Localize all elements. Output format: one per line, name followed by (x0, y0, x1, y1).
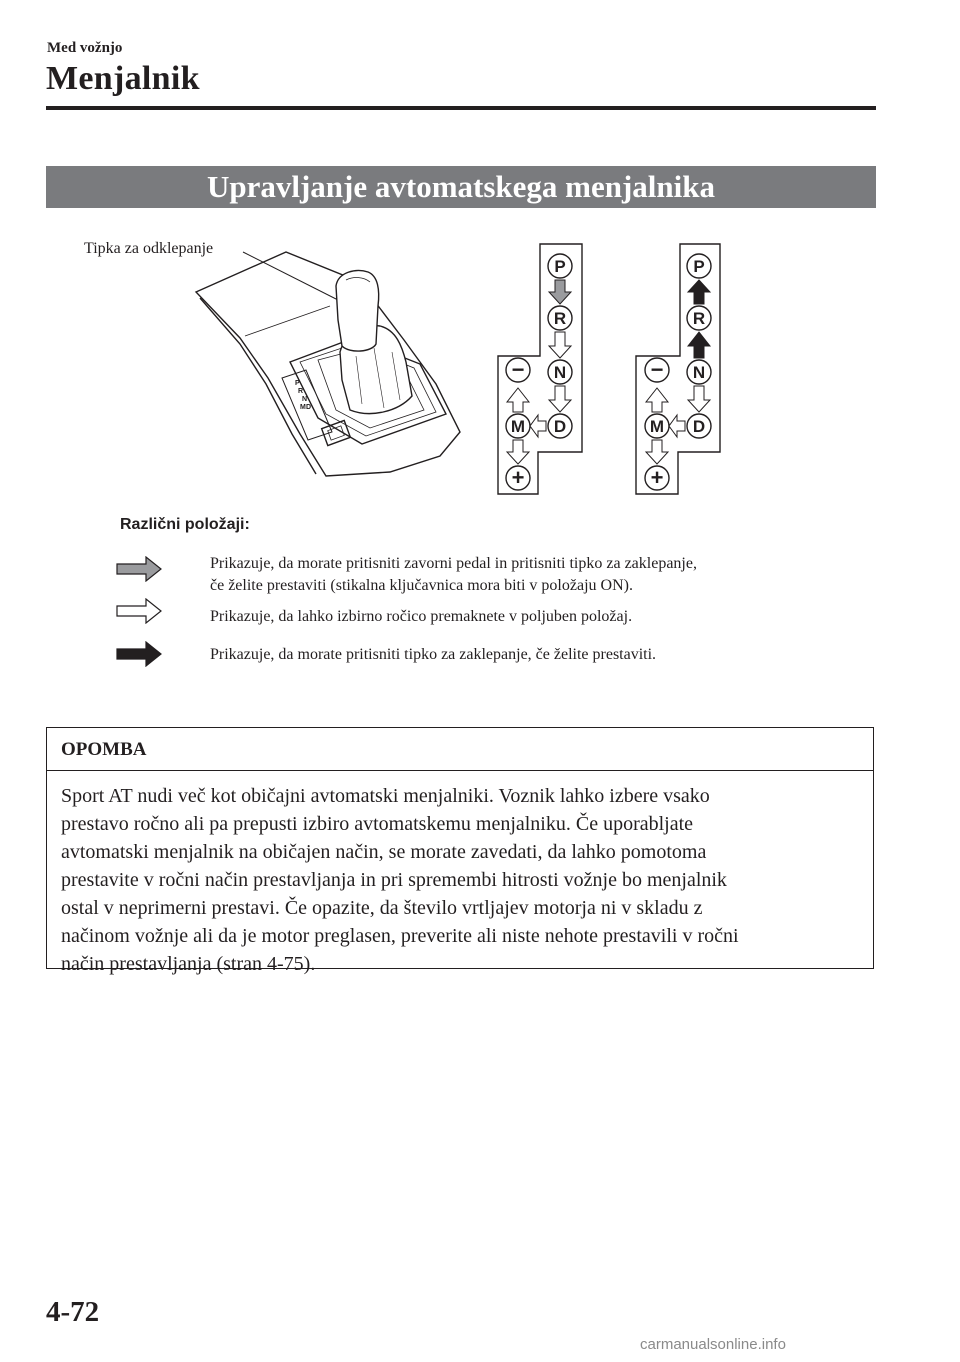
outline-arrow-icon (669, 415, 685, 437)
gate-letter-m: M (510, 417, 526, 436)
legend-heading: Različni položaji: (120, 516, 250, 533)
black-arrow-icon (116, 641, 162, 667)
gate-letter-m: M (649, 417, 665, 436)
gate-letter-n: N (692, 363, 706, 382)
note-line-4: prestavite v ročni način prestavljanja in pri spremembi hitrosti vožnje bo menjalnik (61, 869, 727, 891)
minus-icon: − (511, 357, 525, 382)
outline-arrow-icon (507, 388, 529, 412)
gate-letter-d: D (692, 417, 706, 436)
note-body (61, 782, 859, 978)
outline-arrow-icon (549, 386, 571, 412)
console-letter-d: D (306, 404, 312, 411)
shift-gate-diagram-1 (498, 244, 582, 494)
gate-letter-d: D (553, 417, 567, 436)
note-box (46, 727, 874, 975)
outline-arrow-icon (507, 440, 529, 464)
legend-item-1-line-1: Prikazuje, da morate pritisniti zavorni pedal in pritisniti tipko za zaklepanje, (210, 555, 697, 572)
legend-item-2-line-1: Prikazuje, da lahko izbirno ročico premaknete v poljuben položaj. (210, 608, 633, 625)
shift-console-illustration (196, 252, 460, 476)
unlock-button-callout: Tipka za odklepanje (84, 240, 214, 257)
plus-icon: + (650, 465, 664, 490)
callout-leader-line (243, 252, 342, 302)
shift-gate-diagram-2 (636, 244, 720, 494)
note-line-7: način prestavljanja (stran 4-75). (61, 953, 316, 975)
console-position-letters (295, 380, 311, 411)
note-line-6: načinom vožnje ali da je motor preglasen, preverite ali niste nehote prestavili v ročni (61, 925, 739, 947)
console-letter-m: M (300, 404, 306, 411)
console-letter-r: R (298, 388, 304, 395)
note-line-3: avtomatski menjalnik na običajen način, se morate zavedati, da lahko pomotoma (61, 841, 707, 863)
note-line-1: Sport AT nudi več kot običajni avtomatski menjalniki. Voznik lahko izbere vsako (61, 785, 710, 807)
gate-letter-p: P (554, 257, 566, 276)
page-title: Menjalnik (46, 60, 200, 97)
gate-letter-p: P (693, 257, 705, 276)
legend-item-1-line-2: če želite prestaviti (stikalna ključavnica mora biti v položaju ON). (210, 577, 633, 594)
gate-letter-n: N (553, 363, 567, 382)
black-arrow-icon (688, 280, 710, 304)
legend-item-2-text (210, 606, 850, 628)
gray-arrow-icon (116, 556, 162, 582)
outline-arrow-icon (549, 332, 571, 358)
gate-letter-r: R (553, 309, 567, 328)
legend-item-3-text (210, 644, 850, 666)
section-label: Med vožnjo (47, 40, 123, 56)
minus-icon: − (650, 357, 664, 382)
plus-icon: + (511, 465, 525, 490)
outline-arrow-icon (688, 386, 710, 412)
watermark: carmanualsonline.info (640, 1336, 786, 1353)
outline-arrow-icon (646, 388, 668, 412)
gray-arrow-icon (549, 280, 571, 304)
black-arrow-icon (688, 332, 710, 358)
outline-arrow-icon (116, 598, 162, 624)
gate-letter-r: R (692, 309, 706, 328)
legend-item-1-text (210, 553, 850, 597)
note-line-5: ostal v neprimerni prestavi. Če opazite, da število vrtljajev motorja ni v skladu z (61, 897, 703, 919)
page-number: 4-72 (46, 1296, 100, 1328)
note-heading: OPOMBA (47, 728, 873, 771)
outline-arrow-icon (646, 440, 668, 464)
legend-item-3-line-1: Prikazuje, da morate pritisniti tipko za zaklepanje, če želite prestaviti. (210, 646, 657, 663)
gear-shifter-diagram (0, 0, 960, 500)
outline-arrow-icon (530, 415, 546, 437)
section-banner: Upravljanje avtomatskega menjalnika (46, 166, 876, 208)
note-line-2: prestavo ročno ali pa prepusti izbiro avtomatskemu menjalniku. Če uporabljate (61, 813, 694, 835)
console-letter-n: N (302, 396, 308, 403)
console-letter-p: P (295, 380, 300, 387)
